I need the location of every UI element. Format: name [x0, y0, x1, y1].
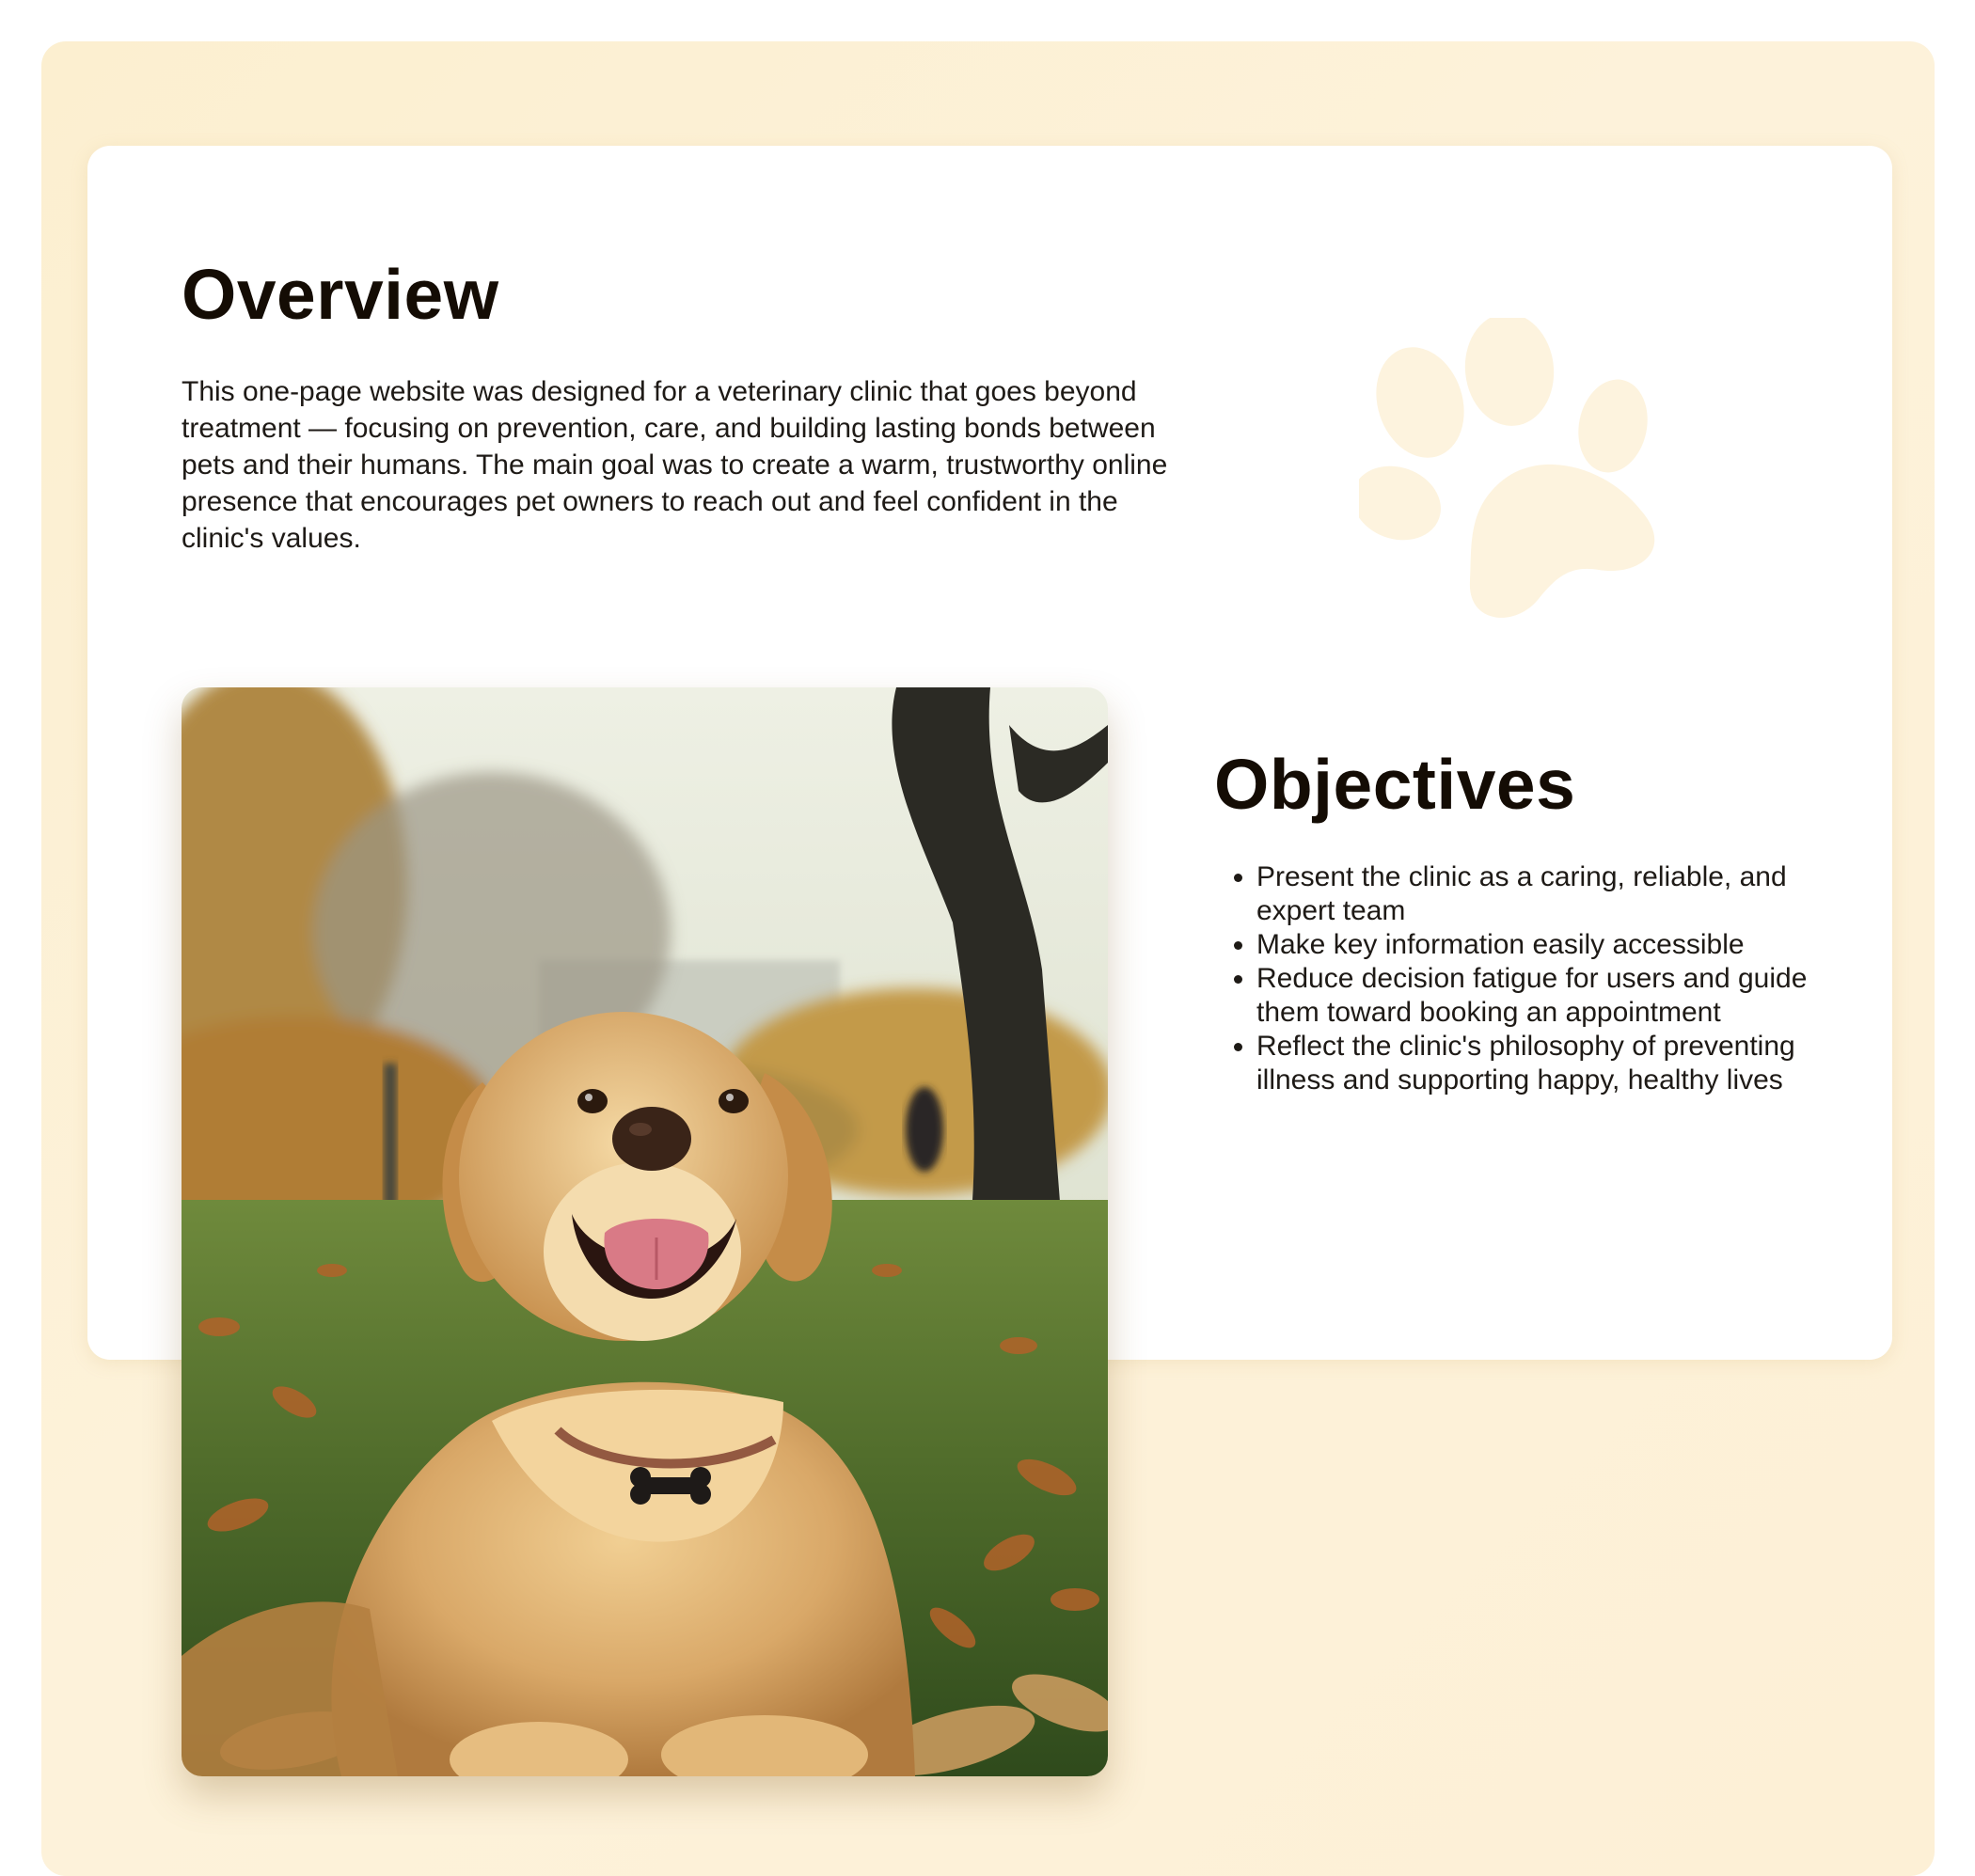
objectives-list [1214, 860, 1858, 1097]
paw-print-icon [1359, 318, 1669, 628]
objectives-title: Objectives [1214, 745, 1576, 824]
objective-item: • Reflect the clinic's philosophy of preventing illness and supporting happy, healthy lives [1256, 1030, 1858, 1097]
golden-retriever-photo [182, 687, 1108, 1776]
objective-item: • Make key information easily accessible [1256, 928, 1858, 962]
overview-description: This one-page website was designed for a veterinary clinic that goes beyond treatment — focusing on prevention, care, and building lasting bonds between pets and their humans. The main goal was to create a warm, trustworthy online presence that encourages pet owners to reach out and feel confident in the clinic's values. [182, 376, 1168, 554]
objective-item: • Reduce decision fatigue for users and guide them toward booking an appointment [1256, 962, 1858, 1030]
overview-title: Overview [182, 255, 499, 334]
objective-item: • Present the clinic as a caring, reliable, and expert team [1256, 860, 1858, 928]
